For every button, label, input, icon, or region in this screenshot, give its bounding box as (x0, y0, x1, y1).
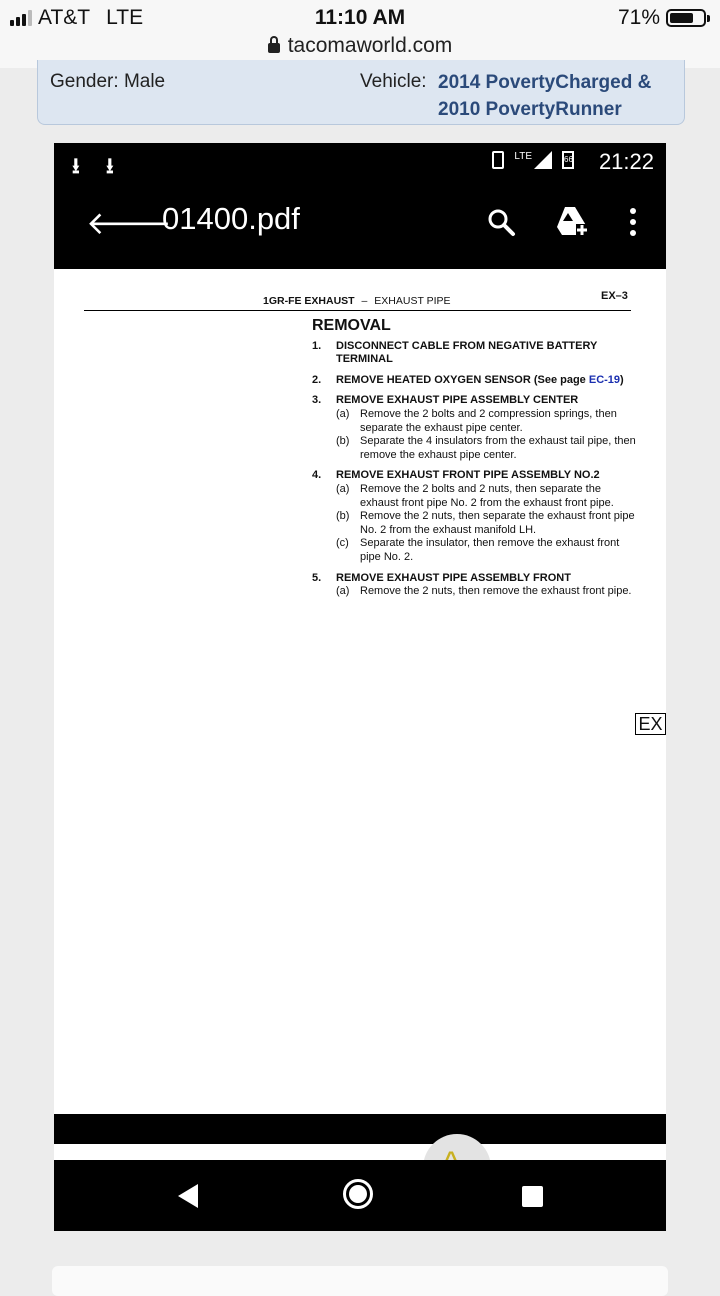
step-text: REMOVE EXHAUST FRONT PIPE ASSEMBLY NO.2 (336, 469, 600, 482)
step-3 (312, 394, 642, 408)
substep (336, 435, 642, 462)
pdf-page[interactable] (54, 269, 666, 1114)
android-status-icons (492, 151, 574, 169)
add-to-drive-icon[interactable] (554, 205, 590, 237)
substep (336, 537, 642, 564)
substep-text: Remove the 2 nuts, then separate the exhaust front pipe No. 2 from the exhaust manifold LH. (360, 510, 635, 536)
step-text: REMOVE EXHAUST PIPE ASSEMBLY CENTER (336, 394, 579, 407)
file-title: 01400.pdf (162, 201, 300, 236)
gender-value: Male (123, 71, 166, 92)
substep-letter: (b) (336, 435, 350, 448)
nav-recents-icon[interactable] (522, 1186, 543, 1207)
header-section: 1GR-FE EXHAUST (263, 295, 355, 307)
vehicle-line-2: 2010 PovertyRunner (438, 99, 622, 120)
step-text: REMOVE EXHAUST PIPE ASSEMBLY FRONT (336, 571, 571, 584)
carrier-label: AT&T (38, 6, 91, 29)
substep-letter: (a) (336, 407, 350, 420)
ios-battery-area (618, 6, 706, 30)
url-bar[interactable] (0, 34, 720, 58)
substep-text: Separate the insulator, then remove the exhaust front pipe No. 2. (360, 537, 620, 563)
step-number: 4. (312, 469, 322, 482)
step-number: 1. (312, 339, 322, 352)
removal-procedure (312, 319, 642, 599)
battery-icon (562, 151, 574, 169)
network-type: LTE (514, 151, 532, 162)
search-icon[interactable] (486, 207, 516, 237)
substep (336, 408, 642, 435)
network-label: LTE (106, 6, 144, 29)
substep-letter: (a) (336, 482, 350, 495)
substep (336, 483, 642, 510)
vibrate-icon (492, 151, 504, 169)
cell-signal-icon (534, 151, 552, 169)
substep-text: Remove the 2 nuts, then remove the exhaust front pipe. (360, 585, 632, 598)
url-text: tacomaworld.com (287, 34, 453, 57)
download-icon: ⭳ (72, 153, 80, 178)
next-post-card (52, 1266, 668, 1296)
header-separator: – (361, 295, 368, 307)
gender-label: Gender: (50, 71, 119, 92)
battery-percent: 71% (617, 6, 660, 29)
android-battery-level: 66 (564, 155, 573, 164)
substep-text: Remove the 2 bolts and 2 compression springs, then separate the exhaust pipe center. (360, 407, 617, 434)
pdf-bottom-bar (54, 1114, 666, 1144)
android-status-bar (54, 143, 666, 181)
vehicle-label: Vehicle: (360, 71, 427, 92)
step-text-close: ) (620, 373, 624, 386)
step-number: 3. (312, 394, 322, 407)
back-arrow-icon[interactable]: 🡐 (86, 205, 172, 241)
step-text: DISCONNECT CABLE FROM NEGATIVE BATTERY TERMINAL (336, 339, 598, 366)
step-text (336, 374, 624, 388)
substep-letter: (a) (336, 585, 350, 598)
step-2 (312, 374, 642, 388)
step-number: 5. (312, 571, 322, 584)
step-number: 2. (312, 373, 322, 386)
lock-icon (268, 43, 280, 53)
substep (336, 585, 642, 599)
header-rule (84, 310, 631, 311)
more-options-icon[interactable] (626, 207, 640, 237)
step-text-main: REMOVE HEATED OXYGEN SENSOR (See page (336, 373, 589, 386)
nav-home-icon[interactable] (343, 1179, 373, 1209)
substep-letter: (b) (336, 510, 350, 523)
user-profile-card (37, 60, 685, 125)
pdf-toolbar (54, 181, 666, 269)
download-icon: ⭳ (106, 153, 114, 178)
step-1 (312, 340, 642, 367)
substep (336, 510, 642, 537)
vehicle-value (438, 69, 651, 123)
substep-letter: (c) (336, 537, 349, 550)
section-tab: EX (635, 713, 666, 735)
android-nav-bar (54, 1160, 666, 1231)
step-5 (312, 572, 642, 586)
gender-row (50, 71, 165, 93)
vehicle-line-1: 2014 PovertyCharged & (438, 72, 652, 93)
ios-status-bar (0, 0, 720, 68)
page-header-left (263, 295, 451, 307)
battery-icon (666, 9, 706, 27)
android-screenshot[interactable] (54, 143, 666, 1231)
page-reference-link[interactable]: EC-19 (588, 373, 621, 386)
substep-text: Remove the 2 bolts and 2 nuts, then separate the exhaust front pipe No. 2 from the exhaust front pipe. (360, 482, 614, 509)
nav-back-icon[interactable] (178, 1184, 198, 1208)
substep-text: Separate the 4 insulators from the exhaust tail pipe, then remove the exhaust pipe center. (360, 435, 636, 461)
header-subsection: EXHAUST PIPE (374, 295, 451, 307)
page-number: EX–3 (601, 290, 628, 302)
android-clock: 21:22 (598, 149, 654, 174)
ios-clock: 11:10 AM (314, 6, 406, 29)
step-4 (312, 469, 642, 483)
section-title: REMOVAL (312, 317, 391, 334)
